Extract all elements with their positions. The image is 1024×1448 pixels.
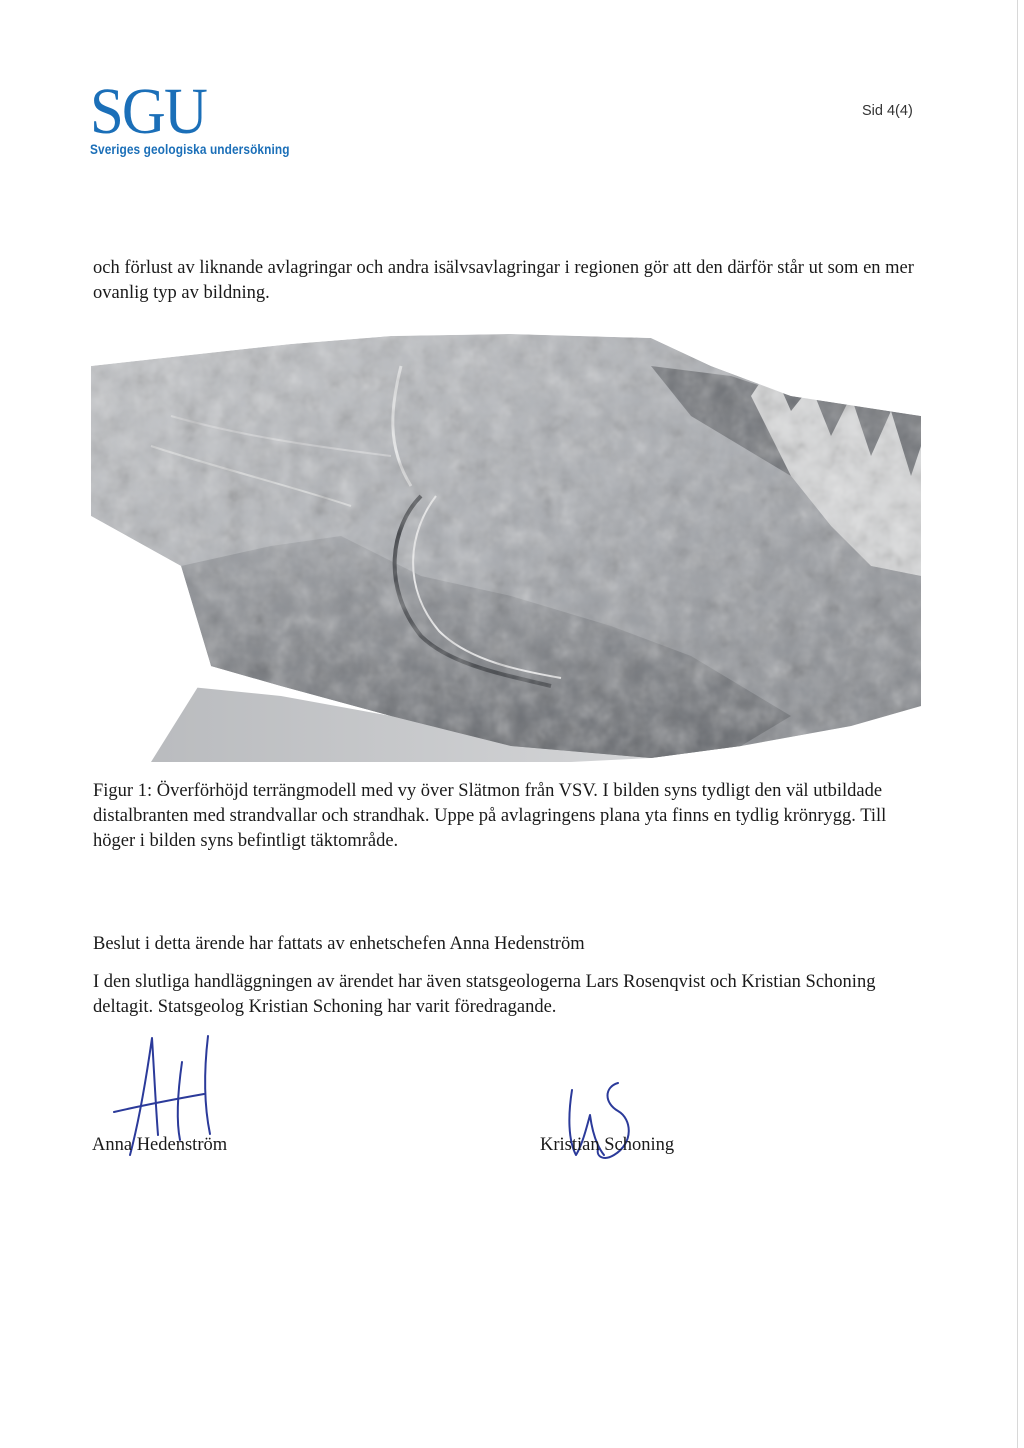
- signature-name-kristian: Kristian Schoning: [540, 1135, 675, 1155]
- terrain-model-figure: [91, 326, 921, 762]
- signature-name-anna: Anna Hedenström: [92, 1135, 228, 1155]
- page-number: Sid 4(4): [862, 103, 913, 119]
- participants-statement: I den slutliga handläggningen av ärendet har även statsgeologerna Lars Rosenqvist och Kristian Schoning deltagit. Statsgeolog Kristian Schoning har varit föredragande.: [93, 972, 876, 1017]
- scan-edge-line: [1017, 0, 1018, 1448]
- sgu-logo: [90, 75, 317, 157]
- logo-subtitle: Sveriges geologiska undersökning: [90, 142, 290, 157]
- intro-paragraph: och förlust av liknande avlagringar och andra isälvsavlagringar i regionen gör att den därför står ut som en mer ovanlig typ av bildning.: [93, 258, 914, 303]
- decision-statement: Beslut i detta ärende har fattats av enhetschefen Anna Hedenström: [93, 934, 585, 954]
- logo-mark: SGU: [90, 75, 206, 148]
- figure-caption: Figur 1: Överförhöjd terrängmodell med vy över Slätmon från VSV. I bilden syns tydligt den väl utbildade distalbranten med strandvallar och strandhak. Uppe på avlagringens plana yta finns en tydlig krönrygg. Till höger i bilden syns befintligt täktområde.: [93, 781, 887, 851]
